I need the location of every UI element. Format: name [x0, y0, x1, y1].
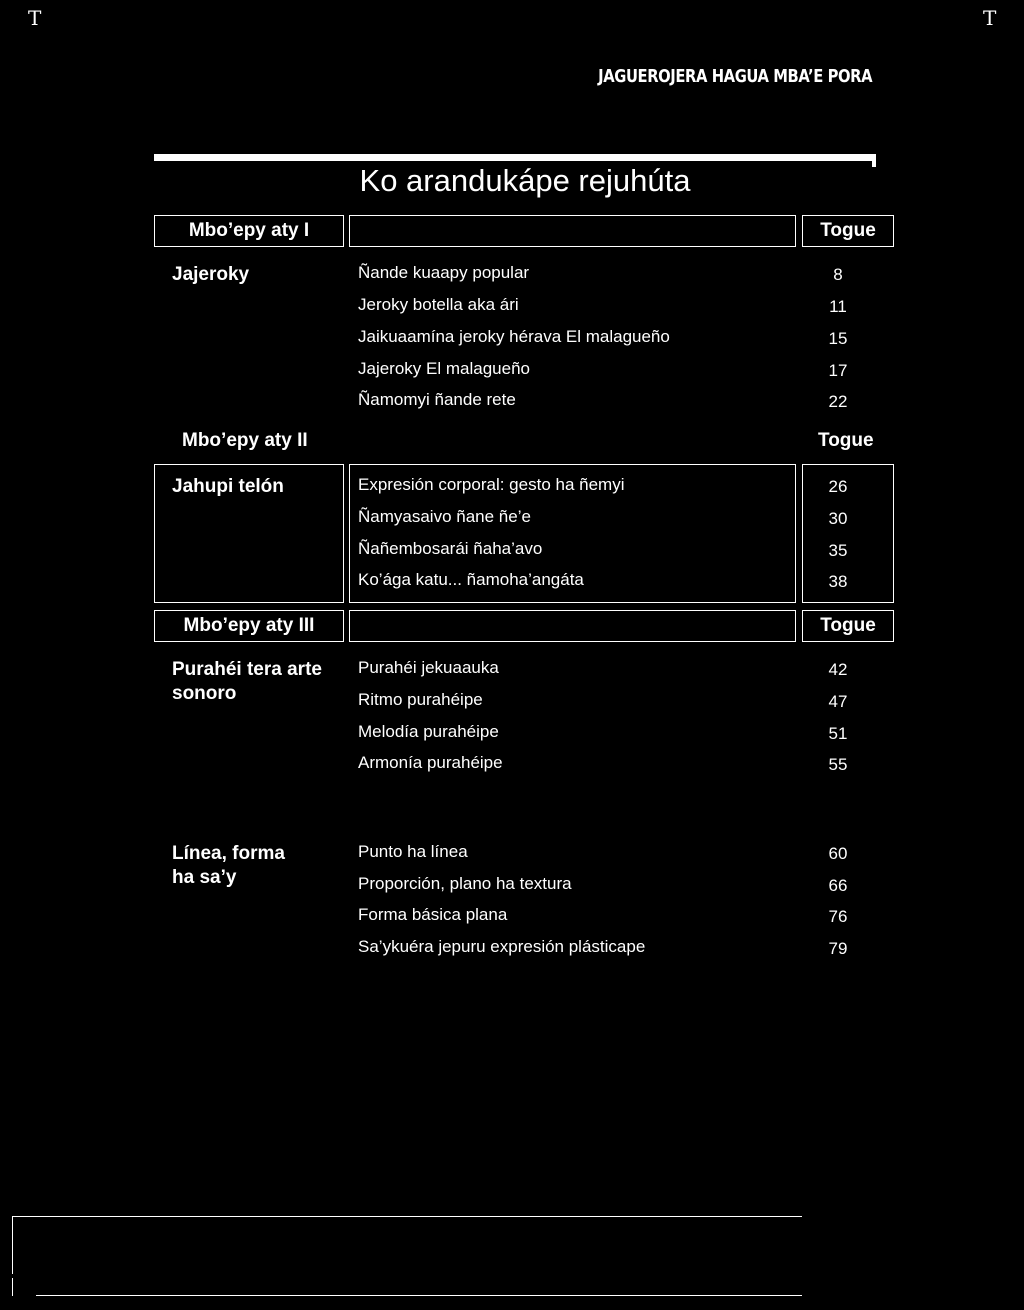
- footer-rule-top: [12, 1216, 802, 1217]
- section-theme-purahei: [172, 658, 322, 706]
- toc-title: Ko arandukápe rejuhúta: [359, 163, 691, 198]
- section-theme-line: sonoro: [172, 683, 237, 704]
- unit-3-label: Mbo’epy aty III: [154, 610, 344, 642]
- toc-page-number: 8: [833, 265, 843, 284]
- toc-page-number: 26: [828, 477, 848, 496]
- toc-item[interactable]: Purahéi jekuaauka: [358, 658, 499, 677]
- unit-2-label: Mbo’epy aty II: [182, 430, 308, 451]
- section-theme-line: Línea, forma: [172, 843, 285, 864]
- unit-3-page-header: Togue: [802, 610, 894, 642]
- toc-page-number: 42: [828, 660, 848, 679]
- title-rule-notch: [872, 156, 876, 167]
- section-theme-linea-forma: [172, 842, 285, 890]
- toc-item[interactable]: Forma básica plana: [358, 905, 508, 924]
- toc-page-number: 55: [828, 755, 848, 774]
- toc-page-number: 60: [828, 844, 848, 863]
- toc-page-number: 22: [828, 392, 848, 411]
- toc-item[interactable]: Jeroky botella aka ári: [358, 295, 519, 314]
- toc-item[interactable]: Melodía purahéipe: [358, 722, 499, 741]
- toc-item[interactable]: Proporción, plano ha textura: [358, 874, 572, 893]
- crop-mark-left: T: [28, 6, 42, 30]
- crop-mark-right: T: [983, 6, 997, 30]
- footer-rule-bottom: [36, 1295, 802, 1296]
- unit-2-page-header: Togue: [818, 430, 874, 451]
- unit-1-middle-box: [349, 215, 796, 247]
- section-theme-line: ha sa’y: [172, 867, 237, 888]
- toc-item[interactable]: Punto ha línea: [358, 842, 468, 861]
- section-theme-jajeroky: Jajeroky: [172, 264, 250, 285]
- toc-page-number: 79: [828, 939, 848, 958]
- toc-page-number: 38: [828, 572, 848, 591]
- footer-tick: [12, 1278, 13, 1296]
- toc-item[interactable]: Ritmo purahéipe: [358, 690, 483, 709]
- unit-1-label: Mbo’epy aty I: [154, 215, 344, 247]
- toc-page-number: 51: [828, 724, 848, 743]
- toc-item[interactable]: Jajeroky El malagueño: [358, 359, 530, 378]
- section-theme-line: Purahéi tera arte: [172, 659, 322, 680]
- toc-item[interactable]: Ñamomyi ñande rete: [358, 390, 516, 409]
- toc-item[interactable]: Jaikuaamína jeroky hérava El malagueño: [358, 327, 670, 346]
- toc-page-number: 66: [828, 876, 848, 895]
- toc-page-number: 76: [828, 907, 848, 926]
- toc-item[interactable]: Expresión corporal: gesto ha ñemyi: [358, 475, 625, 494]
- toc-page-number: 35: [828, 541, 848, 560]
- toc-page-number: 30: [828, 509, 848, 528]
- toc-item[interactable]: Armonía purahéipe: [358, 753, 503, 772]
- unit-1-page-header: Togue: [802, 215, 894, 247]
- toc-item[interactable]: Ñamyasaivo ñane ñe’e: [358, 507, 531, 526]
- toc-item[interactable]: Sa’ykuéra jepuru expresión plásticape: [358, 937, 646, 956]
- toc-item[interactable]: Ñañembosarái ñaha’avo: [358, 539, 543, 558]
- toc-item[interactable]: Ko’ága katu... ñamoha’angáta: [358, 570, 584, 589]
- toc-item[interactable]: Ñande kuaapy popular: [358, 263, 530, 282]
- toc-page-number: 47: [828, 692, 848, 711]
- toc-page-number: 17: [828, 361, 848, 380]
- unit-3-middle-box: [349, 610, 796, 642]
- toc-page-number: 15: [828, 329, 848, 348]
- running-header: JAGUEROJERA HAGUA MBA’E PORA: [597, 66, 872, 87]
- footer-rule-left: [12, 1216, 13, 1274]
- title-rule: [154, 154, 876, 161]
- toc-page-number: 11: [829, 297, 847, 316]
- section-theme-jahupi-telon: Jahupi telón: [172, 476, 284, 497]
